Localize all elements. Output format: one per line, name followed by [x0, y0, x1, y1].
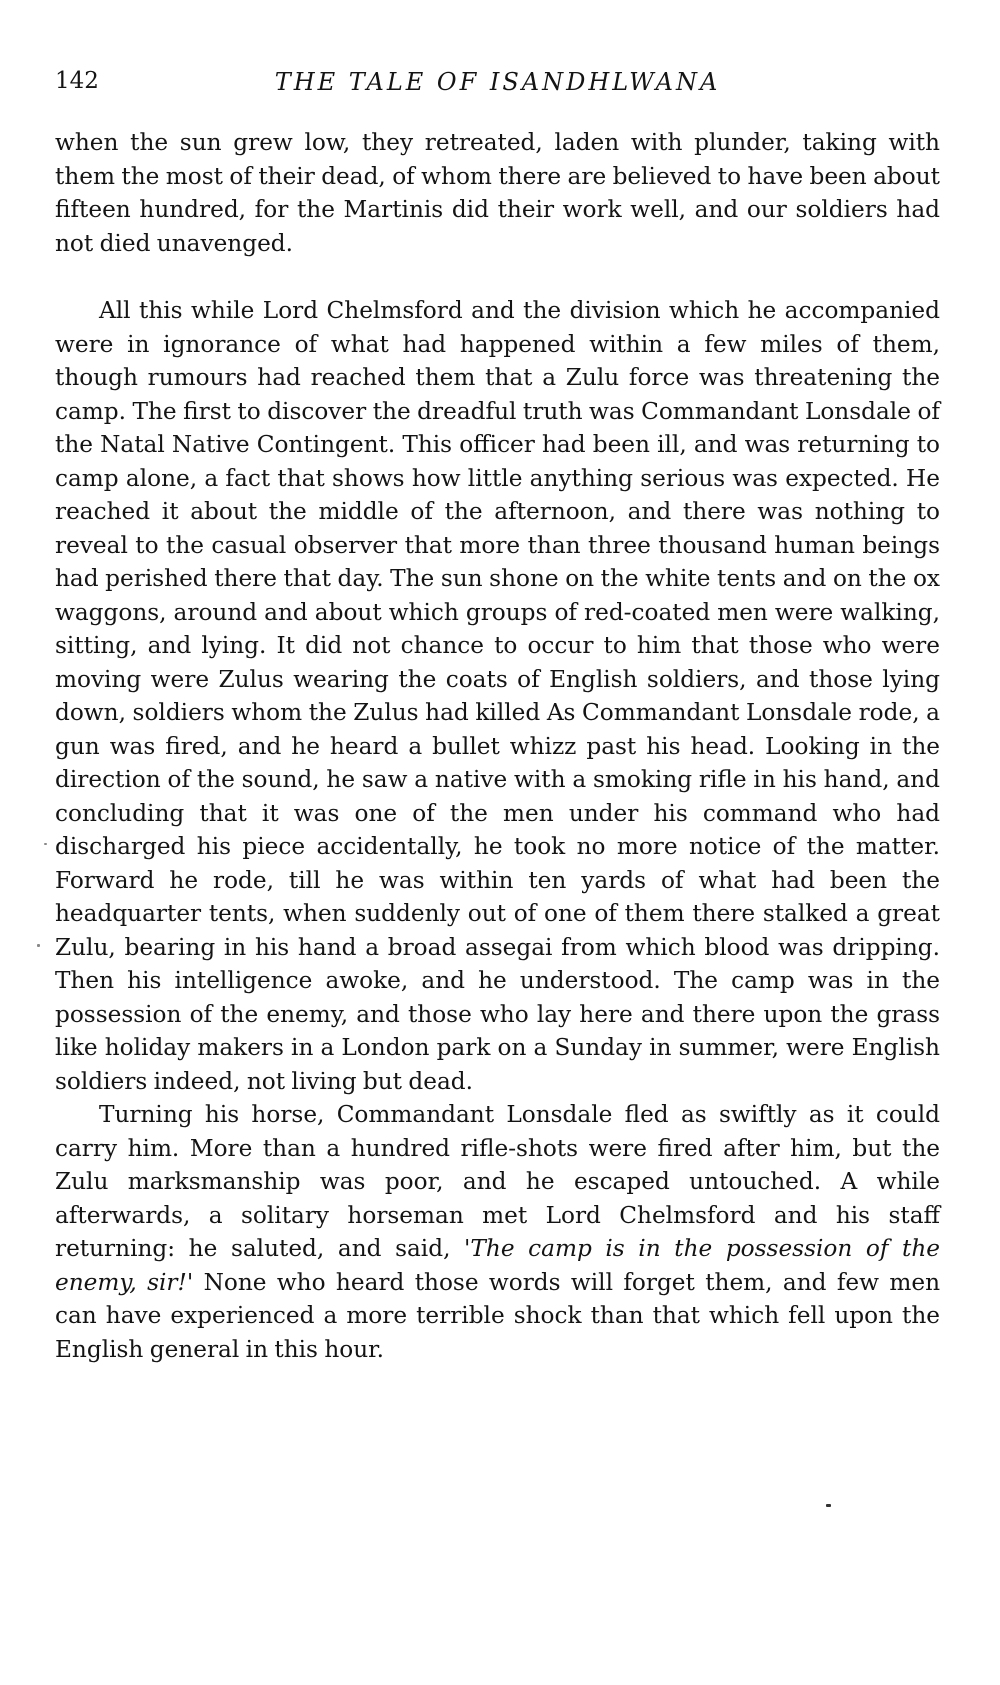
scan-speck [37, 944, 40, 947]
running-title: THE TALE OF ISANDHLWANA [274, 68, 721, 96]
page-header [55, 68, 940, 108]
page-number: 142 [55, 68, 99, 94]
paragraph-3-text-before: Turning his horse, Commandant Lonsdale fled as swiftly as it could carry him. More than a hundred rifle-shots were fired after him, but the Zulu marksmanship was poor, and he escaped untouched. A while afterwards, a solitary horseman met Lord Chelmsford and his staff returning: he saluted, and said, ' [55, 1101, 940, 1262]
paragraph-2: All this while Lord Chelmsford and the division which he accompanied were in ignorance of what had happened within a few miles of them, though rumours had reached them that a Zulu force was threatening the camp. The first to discover the dreadful truth was Commandant Lonsdale of the Natal Native Contingent. This officer had been ill, and was returning to camp alone, a fact that shows how little anything serious was expected. He reached it about the middle of the afternoon, and there was nothing to reveal to the casual observer that more than three thousand human beings had perished there that day. The sun shone on the white tents and on the ox waggons, around and about which groups of red-coated men were walking, sitting, and lying. It did not chance to occur to him that those who were moving were Zulus wearing the coats of English soldiers, and those lying down, soldiers whom the Zulus had killed As Commandant Lonsdale rode, a gun was fired, and he heard a bullet whizz past his head. Looking in the direction of the sound, he saw a native with a smoking rifle in his hand, and concluding that it was one of the men under his command who had discharged his piece accidentally, he took no more notice of the matter. Forward he rode, till he was within ten yards of what had been the headquarter tents, when suddenly out of one of them there stalked a great Zulu, bearing in his hand a broad assegai from which blood was dripping. Then his intelligence awoke, and he understood. The camp was in the possession of the enemy, and those who lay here and there upon the grass like holiday makers in a London park on a Sunday in summer, were English soldiers indeed, not living but dead. [55, 297, 940, 1095]
quoted-speech: The camp is in the possession of the enemy, sir! [55, 1235, 940, 1296]
body-text [55, 126, 940, 1366]
scan-speck [44, 843, 47, 845]
scan-speck [826, 1504, 831, 1507]
paragraph-3 [55, 1098, 940, 1366]
paragraph-1: when the sun grew low, they retreated, laden with plunder, taking with them the most of their dead, of whom there are believed to have been about fifteen hundred, for the Martinis did their work well, and our soldiers had not died unavenged. [55, 129, 940, 257]
paragraph-3-text-after: ' None who heard those words will forget them, and few men can have experienced a more terrible shock than that which fell upon the English general in this hour. [55, 1268, 941, 1363]
